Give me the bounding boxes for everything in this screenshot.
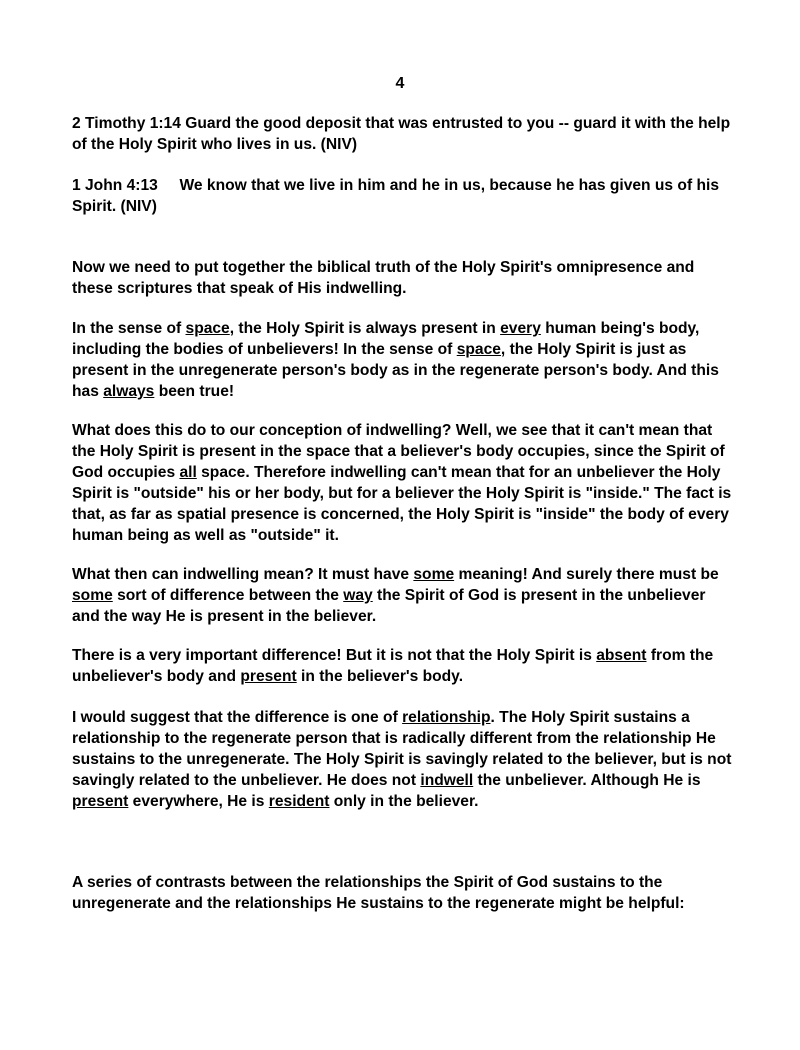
paragraph-difference: There is a very important difference! But it is not that the Holy Spirit is absent from the unbeliever's body and present in the believer's body. xyxy=(72,647,714,685)
underlined-word: absent xyxy=(596,647,647,664)
paragraph-omnipresence: Now we need to put together the biblical truth of the Holy Spirit's omnipresence and these scriptures that speak of His indwelling. xyxy=(72,259,695,297)
paragraph-space: In the sense of space, the Holy Spirit is always present in every human being's body, including the bodies of unbelievers! In the sense of space, the Holy Spirit is just as present in the unregenerate person's body as in the regenerate person's body. And this has always been true! xyxy=(72,320,719,400)
underlined-word: some xyxy=(72,587,113,604)
underlined-word: space xyxy=(185,320,230,337)
verse-2-timothy: 2 Timothy 1:14 Guard the good deposit that was entrusted to you -- guard it with the help of the Holy Spirit who lives in us. (NIV) xyxy=(72,115,731,153)
paragraph-contrasts: A series of contrasts between the relationships the Spirit of God sustains to the unregenerate and the relationships He sustains to the regenerate might be helpful: xyxy=(72,874,685,912)
underlined-word: some xyxy=(413,566,455,583)
underlined-word: always xyxy=(103,383,155,400)
underlined-word: resident xyxy=(268,793,330,810)
underlined-word: every xyxy=(500,320,541,337)
underlined-word: relationship xyxy=(402,709,491,726)
underlined-word: present xyxy=(240,668,297,685)
underlined-word: indwell xyxy=(420,772,474,789)
paragraph-conception: What does this do to our conception of indwelling? Well, we see that it can't mean that the Holy Spirit is present in the space that a believer's body occupies, since the Spirit of God occupies all space. Therefore indwelling can't mean that for an unbeliever the Holy Spirit is "outside" his or her body, but for a believer the Holy Spirit is "inside." The fact is that, as far as spatial presence is concerned, the Holy Spirit is "inside" the body of every human being as well as "outside" it. xyxy=(72,422,732,544)
verse-1-john: 1 John 4:13 We know that we live in him and he in us, because he has given us of his Spirit. (NIV) xyxy=(72,177,724,215)
paragraph-meaning: What then can indwelling mean? It must have some meaning! And surely there must be some sort of difference between the way the Spirit of God is present in the unbeliever and the way He is present in the believer. xyxy=(72,566,719,625)
paragraph-relationship: I would suggest that the difference is one of relationship. The Holy Spirit sustains a relationship to the regenerate person that is radically different from the relationship He sustains to the unregenerate. The Holy Spirit is savingly related to the believer, but is not savingly related to the unbeliever. He does not indwell the unbeliever. Although He is present everywhere, He is resident only in the believer. xyxy=(72,709,732,810)
underlined-word: present xyxy=(72,793,129,810)
page-number: 4 xyxy=(395,75,405,92)
underlined-word: way xyxy=(343,587,373,604)
underlined-word: all xyxy=(179,464,197,481)
underlined-word: space xyxy=(456,341,501,358)
